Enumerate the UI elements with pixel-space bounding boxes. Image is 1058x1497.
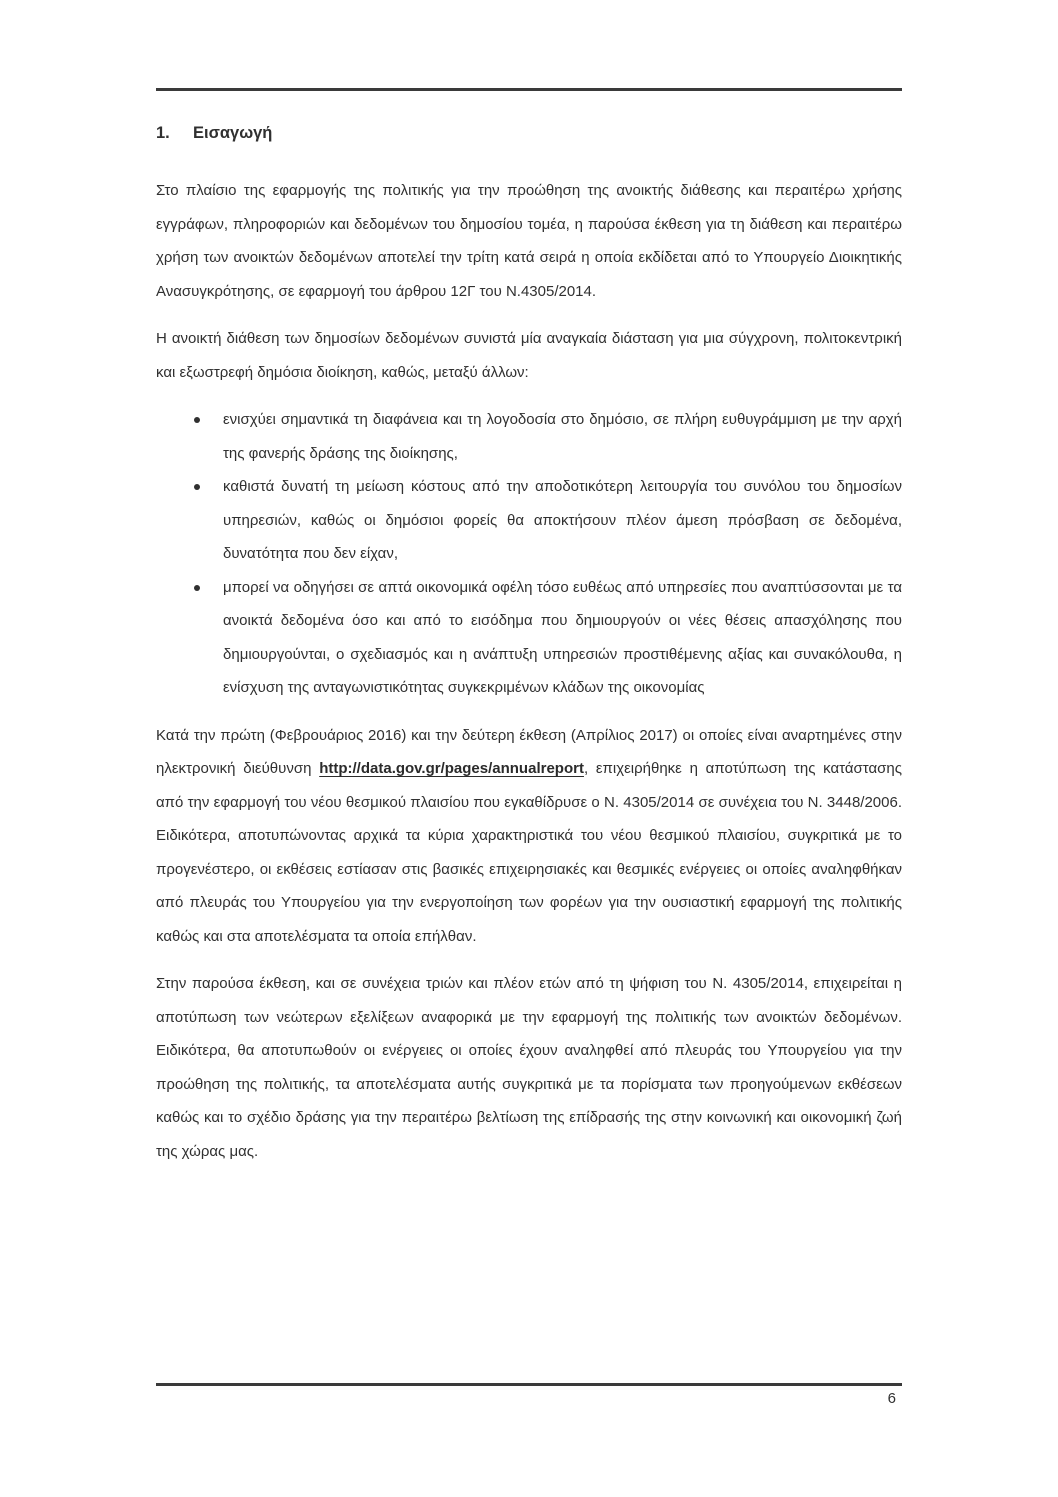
- list-item: [223, 571, 902, 705]
- list-item: [223, 470, 902, 571]
- header-rule: [156, 88, 902, 91]
- paragraph-reports: [156, 719, 902, 954]
- page-number: 6: [887, 1390, 896, 1407]
- list-item: [223, 403, 902, 470]
- paragraph-reports-after-link: , επιχειρήθηκε η αποτύπωση της κατάστασης από την εφαρμογή του νέου θεσμικού πλαισίου που εγκαθίδρυσε ο Ν. 4305/2014 σε συνέχεια του Ν. 3448/2006. Ειδικότερα, αποτυπώνοντας αρχικά τα κύρια χαρακτηριστικά του νέου θεσμικού πλαισίου, συγκριτικά με το προγενέστερο, οι εκθέσεις εστίασαν στις βασικές επιχειρησιακές και θεσμικές ενέργειες οι οποίες αναληφθήκαν από πλευράς του Υπουργείου για την ενεργοποίηση των φορέων για την ουσιαστική εφαρμογή της πολιτικής καθώς και στα αποτελέσματα τα οποία επήλθαν.: [156, 760, 903, 945]
- page-content: [156, 120, 902, 1182]
- paragraph-open-data: Η ανοικτή διάθεση των δημοσίων δεδομένων συνιστά μία αναγκαία διάσταση για μια σύγχρονη, πολιτοκεντρική και εξωστρεφή δημόσια διοίκηση, καθώς, μεταξύ άλλων:: [156, 330, 902, 381]
- list-item-text: μπορεί να οδηγήσει σε απτά οικονομικά οφέλη τόσο ευθέως από υπηρεσίες που αναπτύσσονται με τα ανοικτά δεδομένα όσο και από το εισόδημα που δημιουργούν οι νέες θέσεις απασχόλησης που δημιουργούνται, ο σχεδιασμός και η ανάπτυξη υπηρεσιών προστιθέμενης αξίας και συνακόλουθα, η ενίσχυση της ανταγωνιστικότητας συγκεκριμένων κλάδων της οικονομίας: [223, 578, 902, 696]
- footer-rule: [156, 1383, 902, 1386]
- bullet-icon: [194, 484, 200, 490]
- list-item-text: καθιστά δυνατή τη μείωση κόστους από την αποδοτικότερη λειτουργία του συνόλου του δημοσίων υπηρεσιών, καθώς οι δημόσιοι φορείς θα αποκτήσουν πλέον άμεση πρόσβαση σε δεδομένα, δυνατότητα που δεν είχαν,: [223, 478, 902, 562]
- list-item-text: ενισχύει σημαντικά τη διαφάνεια και τη λογοδοσία στο δημόσιο, σε πλήρη ευθυγράμμιση με την αρχή της φανερής δράσης της διοίκησης,: [223, 411, 902, 462]
- paragraph-reports-before-link: Κατά την πρώτη (Φεβρουάριος 2016) και την δεύτερη έκθεση (Απρίλιος 2017) οι οποίες είναι αναρτημένες στην ηλεκτρονική διεύθυνση: [156, 726, 902, 777]
- section-number: 1.: [156, 124, 170, 142]
- bullet-icon: [194, 417, 200, 423]
- paragraph-current-report: Στην παρούσα έκθεση, και σε συνέχεια τριών και πλέον ετών από τη ψήφιση του Ν. 4305/2014, επιχειρείται η αποτύπωση των νεώτερων εξελίξεων αναφορικά με την εφαρμογή της πολιτικής των ανοικτών δεδομένων. Ειδικότερα, θα αποτυπωθούν οι ενέργειες οι οποίες έχουν αναληφθεί από πλευράς του Υπουργείου για την προώθηση της πολιτικής, τα αποτελέσματα αυτής συγκριτικά με τα πορίσματα των προηγούμενων εκθέσεων καθώς και το σχέδιο δράσης για την περαιτέρω βελτίωση της επίδρασής της στην κοινωνική και οικονομική ζωή της χώρας μας.: [156, 975, 902, 1160]
- annualreport-link[interactable]: http://data.gov.gr/pages/annualreport: [319, 760, 584, 777]
- paragraph-intro: Στο πλαίσιο της εφαρμογής της πολιτικής για την προώθηση της ανοικτής διάθεσης και περαιτέρω χρήσης εγγράφων, πληροφοριών και δεδομένων του δημοσίου τομέα, η παρούσα έκθεση για τη διάθεση και περαιτέρω χρήση των ανοικτών δεδομένων αποτελεί την τρίτη κατά σειρά η οποία εκδίδεται από το Υπουργείο Διοικητικής Ανασυγκρότησης, σε εφαρμογή του άρθρου 12Γ του Ν.4305/2014.: [156, 182, 902, 300]
- section-title: Εισαγωγή: [193, 124, 273, 142]
- bullet-icon: [194, 585, 200, 591]
- section-heading: [156, 120, 902, 146]
- bullet-list: [156, 403, 902, 705]
